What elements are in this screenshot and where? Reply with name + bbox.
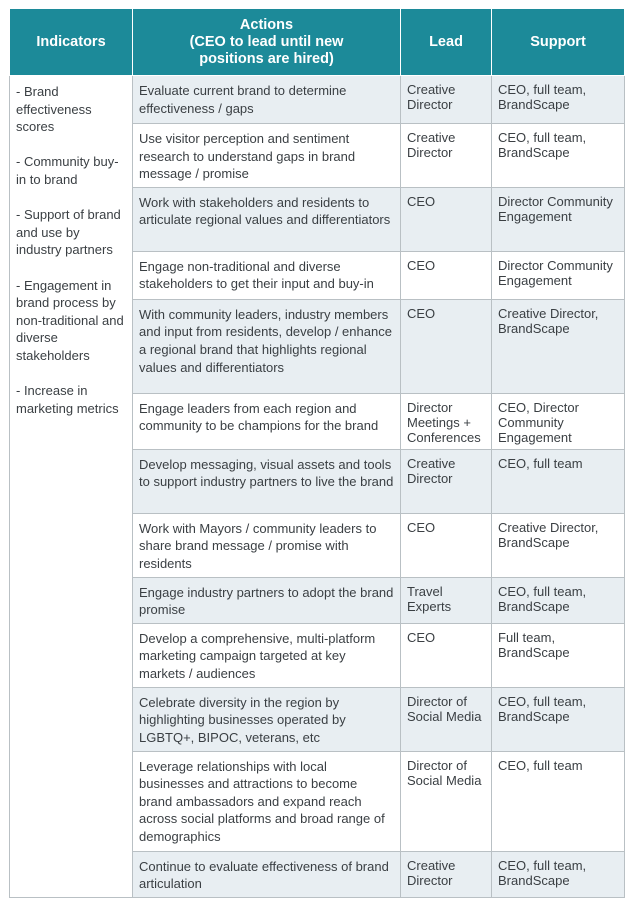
lead-cell: Travel Experts [401, 577, 492, 623]
lead-cell: CEO [401, 187, 492, 251]
header-lead: Lead [401, 9, 492, 76]
action-cell: Evaluate current brand to determine effectiveness / gaps [133, 76, 401, 124]
action-cell: Engage leaders from each region and community to be champions for the brand [133, 393, 401, 449]
indicators-cell [10, 76, 133, 898]
lead-cell: Creative Director [401, 76, 492, 124]
indicator-item: - Engagement in brand process by non-traditional and diverse stakeholders [16, 277, 124, 363]
support-cell: CEO, full team, BrandScape [492, 577, 625, 623]
action-cell: Use visitor perception and sentiment research to understand gaps in brand message / promise [133, 124, 401, 188]
indicator-item: - Support of brand and use by industry partners [16, 207, 121, 258]
support-cell: CEO, full team, BrandScape [492, 687, 625, 751]
lead-cell: Creative Director [401, 449, 492, 513]
indicator-item: - Brand effectiveness scores [16, 84, 92, 135]
indicator-item: - Increase in marketing metrics [16, 383, 119, 416]
header-actions-line1: Actions [239, 16, 294, 33]
support-cell: CEO, full team [492, 751, 625, 851]
lead-cell: CEO [401, 299, 492, 393]
support-cell: Director Community Engagement [492, 187, 625, 251]
action-cell: Work with Mayors / community leaders to share brand message / promise with residents [133, 513, 401, 577]
header-actions [133, 9, 401, 76]
header-support: Support [492, 9, 625, 76]
action-cell: Continue to evaluate effectiveness of brand articulation [133, 851, 401, 897]
support-cell: CEO, full team, BrandScape [492, 124, 625, 188]
action-cell: Develop messaging, visual assets and tools to support industry partners to live the brand [133, 449, 401, 513]
table-row [10, 76, 625, 124]
lead-cell: Director of Social Media [401, 687, 492, 751]
support-cell: Creative Director, BrandScape [492, 513, 625, 577]
support-cell: CEO, Director Community Engagement [492, 393, 625, 449]
action-cell: Celebrate diversity in the region by highlighting businesses operated by LGBTQ+, BIPOC, veterans, etc [133, 687, 401, 751]
action-cell: Engage industry partners to adopt the brand promise [133, 577, 401, 623]
lead-cell: Director of Social Media [401, 751, 492, 851]
action-cell: Engage non-traditional and diverse stakeholders to get their input and buy-in [133, 251, 401, 299]
support-cell: Director Community Engagement [492, 251, 625, 299]
header-actions-line2: (CEO to lead until new [189, 33, 344, 50]
action-plan-table-container [9, 8, 624, 898]
lead-cell: CEO [401, 623, 492, 687]
action-cell: With community leaders, industry members and input from residents, develop / enhance a regional brand that highlights regional values and differentiators [133, 299, 401, 393]
lead-cell: CEO [401, 251, 492, 299]
header-actions-line3: positions are hired) [199, 50, 334, 67]
action-cell: Work with stakeholders and residents to articulate regional values and differentiators [133, 187, 401, 251]
indicator-item: - Community buy-in to brand [16, 154, 119, 187]
lead-cell: Creative Director [401, 851, 492, 897]
support-cell: Creative Director, BrandScape [492, 299, 625, 393]
support-cell: CEO, full team, BrandScape [492, 851, 625, 897]
action-cell: Develop a comprehensive, multi-platform marketing campaign targeted at key markets / audiences [133, 623, 401, 687]
support-cell: CEO, full team, BrandScape [492, 76, 625, 124]
table-header-row [10, 9, 625, 76]
support-cell: CEO, full team [492, 449, 625, 513]
action-cell: Leverage relationships with local businesses and attractions to become brand ambassadors and expand reach across social platforms and broad range of demographics [133, 751, 401, 851]
support-cell: Full team, BrandScape [492, 623, 625, 687]
header-indicators: Indicators [10, 9, 133, 76]
lead-cell: Creative Director [401, 124, 492, 188]
lead-cell: Director Meetings + Conferences [401, 393, 492, 449]
action-plan-table [9, 8, 625, 898]
lead-cell: CEO [401, 513, 492, 577]
